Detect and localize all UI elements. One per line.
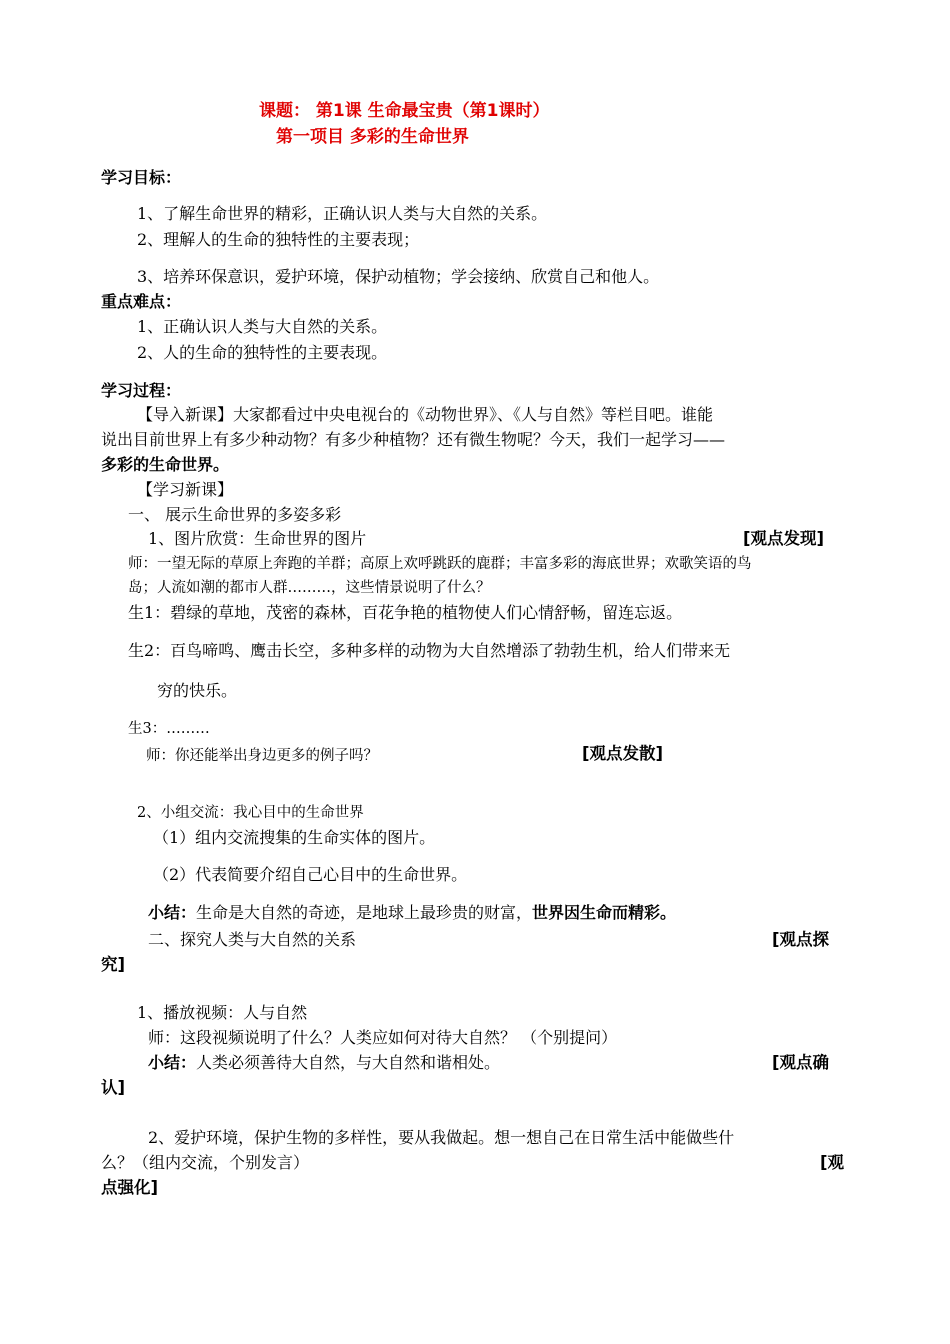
objectives-heading: 学习目标： <box>101 168 182 187</box>
title-line-1: 课题： 第1课 生命最宝贵（第1课时） <box>259 101 550 121</box>
section-2-item-2-line-2: 么？（组内交流，个别发言） <box>101 1153 310 1172</box>
objective-item: 3、培养环保意识，爱护环境，保护动植物；学会接纳、欣赏自己和他人。 <box>137 267 660 286</box>
objective-item: 1、了解生命世界的精彩，正确认识人类与大自然的关系。 <box>137 204 548 223</box>
key-points-heading: 重点难点： <box>101 292 182 311</box>
process-heading: 学习过程： <box>101 381 182 400</box>
objective-item: 2、理解人的生命的独特性的主要表现； <box>137 230 420 249</box>
key-point-item: 1、正确认识人类与大自然的关系。 <box>137 317 388 336</box>
tag-discover: [观点发现] <box>743 529 825 548</box>
student-1-answer: 生1：碧绿的草地，茂密的森林，百花争艳的植物使人们心情舒畅，留连忘返。 <box>128 603 683 622</box>
title-line-2: 第一项目 多彩的生命世界 <box>276 127 469 147</box>
new-lesson-label: 【学习新课】 <box>137 480 234 499</box>
summary-2-label: 小结： <box>148 1053 197 1072</box>
tag-confirm-b: 认] <box>101 1078 126 1097</box>
section-1-item-2a: （1）组内交流搜集的生命实体的图片。 <box>153 828 436 847</box>
section-2-item-1: 1、播放视频：人与自然 <box>137 1003 308 1022</box>
student-2-answer-line-2: 穷的快乐。 <box>157 681 238 700</box>
section-2-title: 二、探究人类与大自然的关系 <box>148 930 357 949</box>
section-1-item-1: 1、图片欣赏：生命世界的图片 <box>148 529 367 548</box>
tag-explore-a: [观点探 <box>772 930 830 949</box>
tag-confirm-a: [观点确 <box>772 1053 830 1072</box>
section-1-title: 一、 展示生命世界的多姿多彩 <box>128 505 342 524</box>
intro-line-3: 多彩的生命世界。 <box>101 455 230 474</box>
student-3-answer: 生3：……… <box>128 721 210 737</box>
teacher-question-2: 师：你还能举出身边更多的例子吗？ <box>146 748 378 764</box>
intro-line-1: 【导入新课】大家都看过中央电视台的《动物世界》、《人与自然》等栏目吧。谁能 <box>137 405 714 424</box>
tag-diverge: [观点发散] <box>582 744 664 763</box>
tag-strengthen-a: [观 <box>820 1153 845 1172</box>
summary-2 <box>148 1053 500 1073</box>
teacher-question-3: 师：这段视频说明了什么？人类应如何对待大自然？ （个别提问） <box>148 1028 618 1047</box>
summary-2-text: 人类必须善待大自然，与大自然和谐相处。 <box>196 1053 501 1072</box>
section-2-item-2-line-1: 2、爱护环境，保护生物的多样性，要从我做起。想一想自己在日常生活中能做些什 <box>148 1128 735 1147</box>
section-1-item-2b: （2）代表简要介绍自己心目中的生命世界。 <box>153 865 468 884</box>
summary-1-label: 小结： <box>148 903 197 922</box>
summary-1-text: 生命是大自然的奇迹，是地球上最珍贵的财富， <box>196 903 533 922</box>
section-1-item-2: 2、小组交流：我心目中的生命世界 <box>137 805 364 821</box>
key-point-item: 2、人的生命的独特性的主要表现。 <box>137 343 388 362</box>
tag-explore-b: 究] <box>101 955 126 974</box>
intro-line-2: 说出目前世界上有多少种动物？有多少种植物？还有微生物呢？今天，我们一起学习—— <box>101 430 726 449</box>
summary-1 <box>148 903 676 923</box>
teacher-question-1-line-2: 岛；人流如潮的都市人群………，这些情景说明了什么？ <box>128 580 491 596</box>
summary-1-emphasis: 世界因生命而精彩。 <box>532 903 677 922</box>
student-2-answer-line-1: 生2：百鸟啼鸣、鹰击长空，多种多样的动物为大自然增添了勃勃生机，给人们带来无 <box>128 641 731 660</box>
tag-strengthen-b: 点强化] <box>101 1178 159 1197</box>
teacher-question-1-line-1: 师：一望无际的草原上奔跑的羊群；高原上欢呼跳跃的鹿群；丰富多彩的海底世界；欢歌笑语的鸟 <box>128 556 752 572</box>
